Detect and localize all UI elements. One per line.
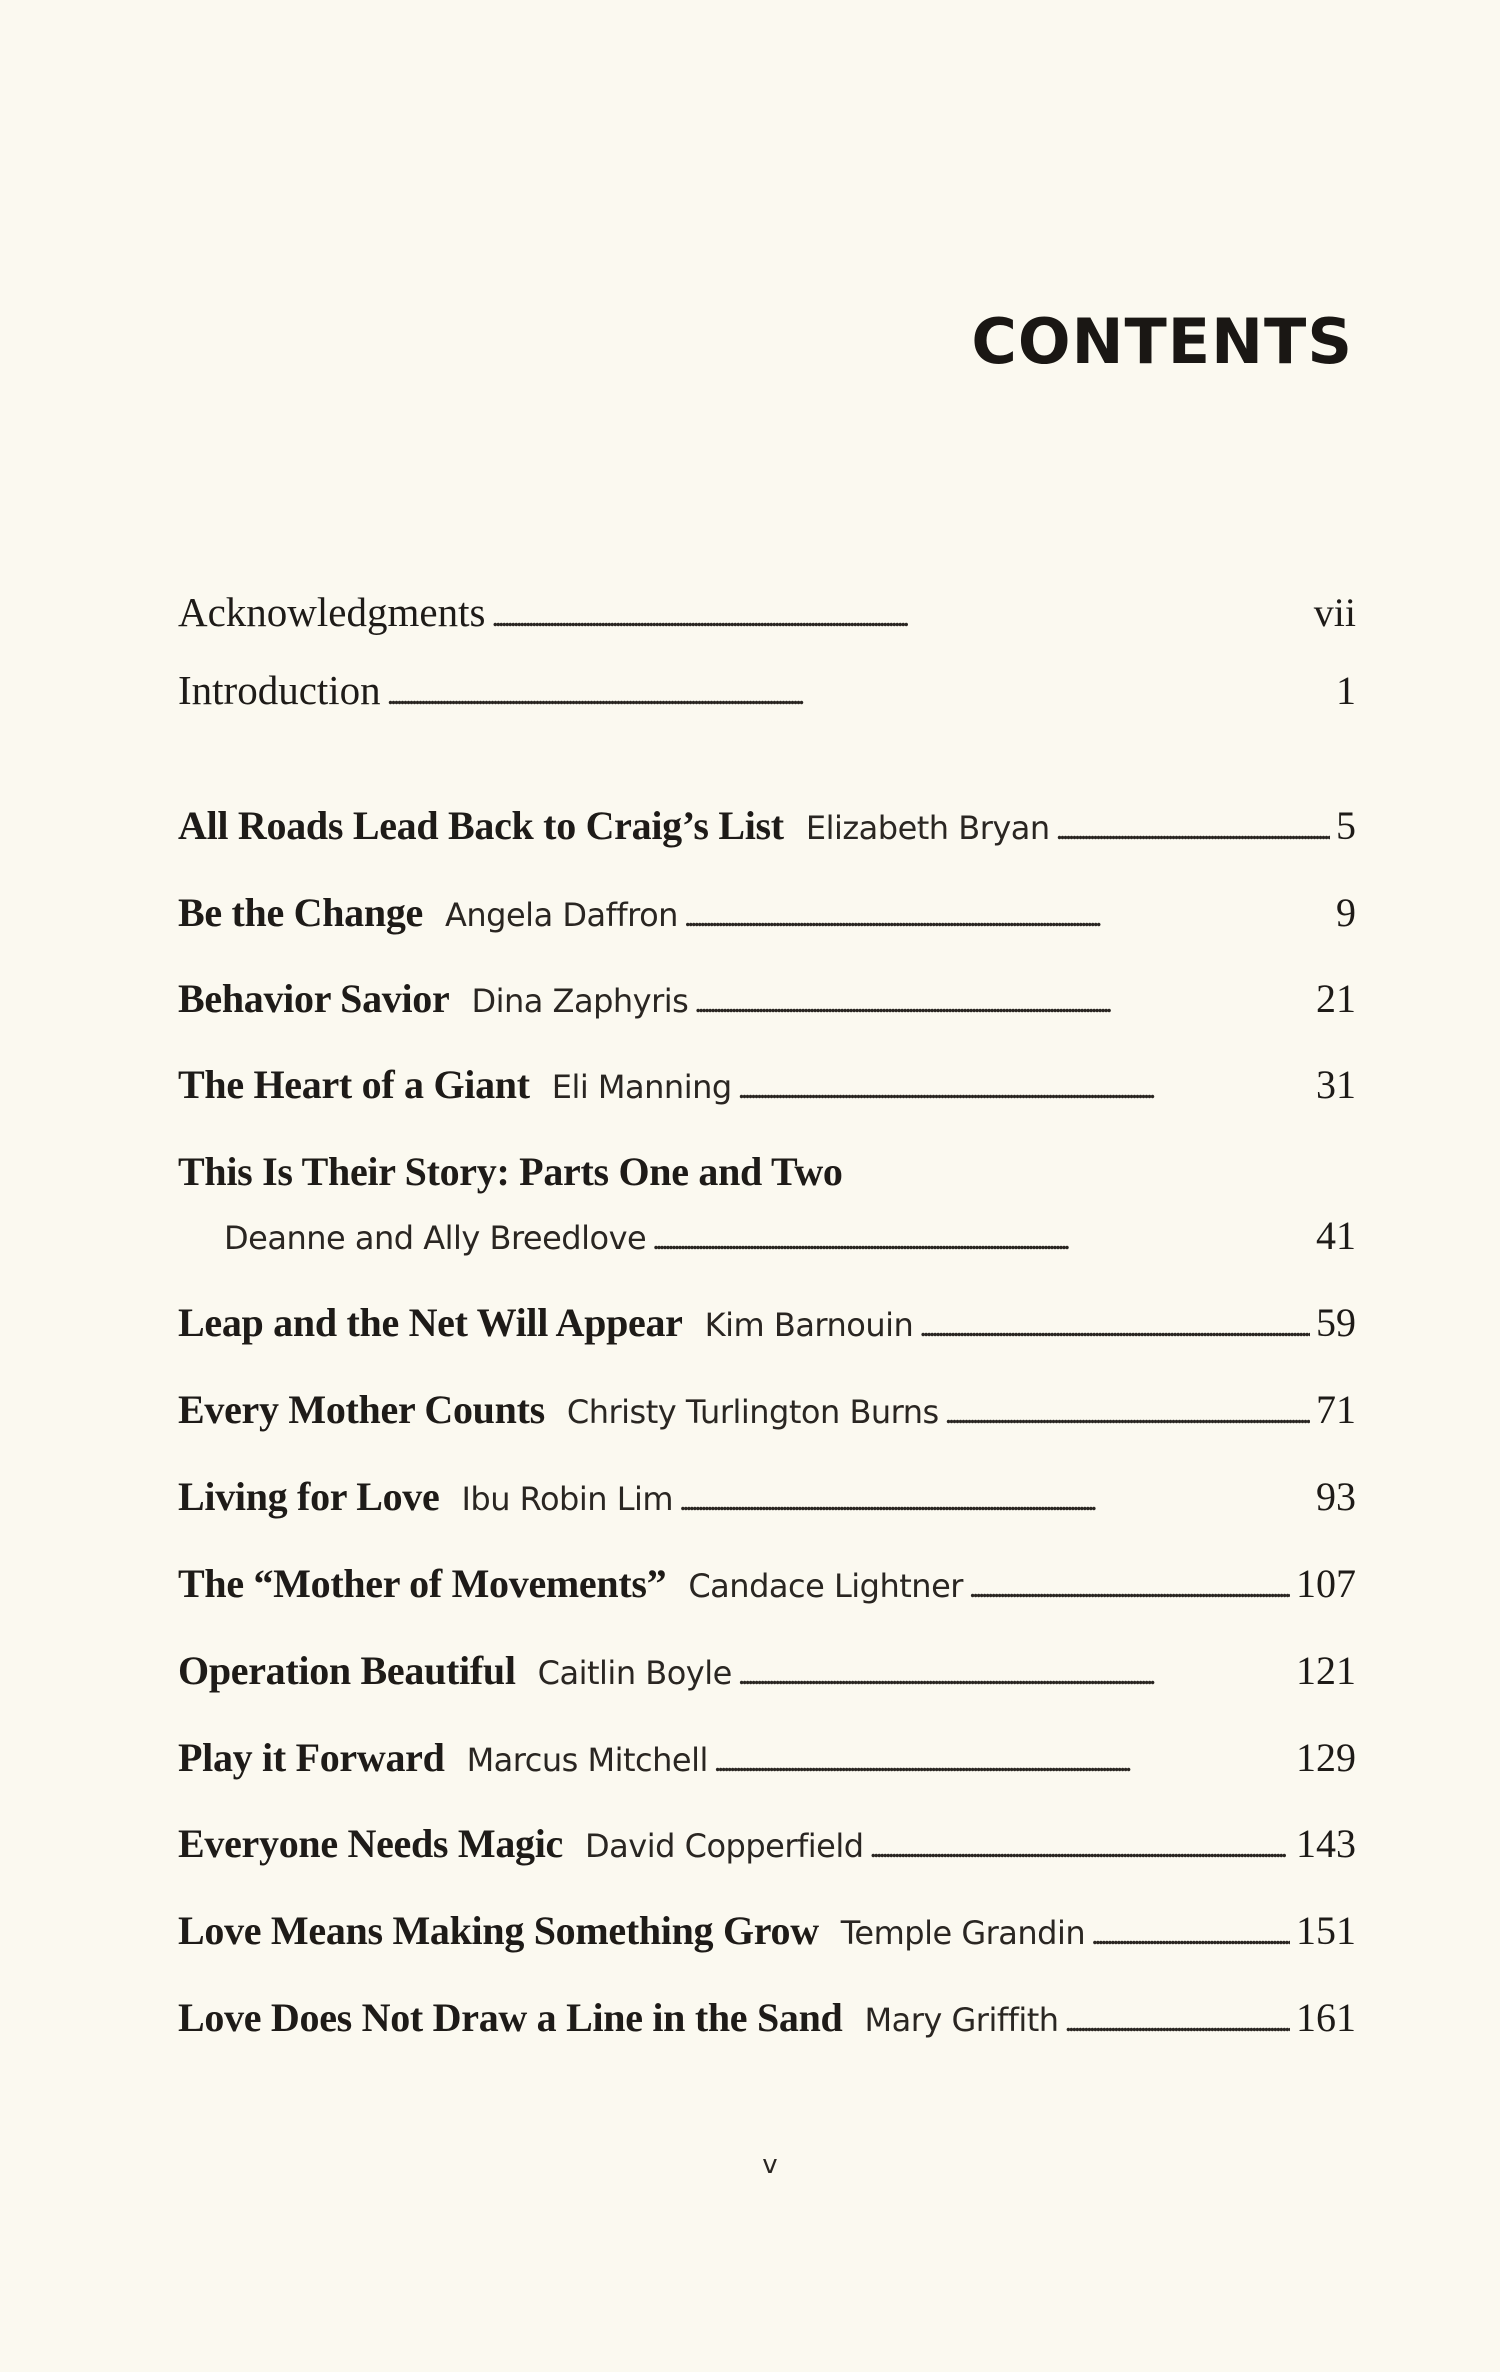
entry-page-number: 21 [1316,976,1356,1021]
page-title: CONTENTS [971,305,1353,378]
dot-leader [684,900,1330,934]
toc-entry [178,1299,1356,1346]
entry-page-number: 151 [1296,1908,1356,1953]
chapter-author: Dina Zaphyris [471,982,689,1020]
chapter-title: Every Mother Counts [178,1387,545,1432]
chapter-author: Kim Barnouin [704,1306,914,1344]
entry-page-number: 41 [1316,1213,1356,1258]
chapter-title: Living for Love [178,1474,440,1519]
toc-entry-author-line [178,1212,1356,1259]
chapter-title: Love Means Making Something Grow [178,1908,819,1953]
dot-leader [491,600,1307,634]
dot-leader [1056,813,1330,847]
entry-page-number: 5 [1336,803,1356,848]
toc-entry-title-line [178,1148,1356,1195]
toc-entry-acknowledgments [178,588,1356,636]
chapter-author: Temple Grandin [840,1914,1086,1952]
chapter-author: Christy Turlington Burns [566,1393,939,1431]
toc-entry [178,1820,1356,1867]
entry-page-number: 107 [1296,1561,1356,1606]
entry-page-number: 121 [1296,1648,1356,1693]
dot-leader [714,1745,1290,1779]
entry-page-number: 9 [1336,890,1356,935]
entry-page-number: 93 [1316,1474,1356,1519]
chapter-title: The “Mother of Movements” [178,1561,667,1606]
chapter-title: Love Does Not Draw a Line in the Sand [178,1995,843,2040]
toc-entry [178,1647,1356,1694]
entry-page-number: 59 [1316,1300,1356,1345]
chapter-author: Caitlin Boyle [537,1654,732,1692]
entry-page-number: 31 [1316,1062,1356,1107]
dot-leader [945,1397,1310,1431]
toc-entry [178,802,1356,849]
entry-title: Introduction [178,667,381,713]
entry-page-number: 161 [1296,1995,1356,2040]
chapter-title: Leap and the Net Will Appear [178,1300,683,1345]
chapter-title: This Is Their Story: Parts One and Two [178,1149,843,1194]
entry-page-number: 1 [1336,668,1356,713]
chapter-author: David Copperfield [585,1827,864,1865]
dot-leader [387,678,1330,712]
dot-leader [870,1831,1290,1865]
chapter-title: Be the Change [178,890,423,935]
chapter-title: Operation Beautiful [178,1648,516,1693]
dot-leader [969,1571,1290,1605]
dot-leader [738,1658,1290,1692]
chapter-author: Mary Griffith [864,2001,1059,2039]
dot-leader [694,986,1310,1020]
entry-title: Acknowledgments [178,589,486,635]
chapter-title: Everyone Needs Magic [178,1821,564,1866]
entry-page-number: vii [1313,590,1356,635]
toc-entry [178,1907,1356,1954]
toc-entry [178,889,1356,936]
toc-entry [178,1386,1356,1433]
toc-entry-introduction [178,666,1356,714]
dot-leader [679,1484,1310,1518]
dot-leader [1065,2005,1290,2039]
chapter-title: The Heart of a Giant [178,1062,530,1107]
toc-entry [178,1560,1356,1607]
toc-entry [178,1734,1356,1781]
entry-page-number: 129 [1296,1735,1356,1780]
dot-leader [652,1223,1310,1257]
chapter-author: Deanne and Ally Breedlove [224,1219,647,1257]
dot-leader [919,1310,1310,1344]
dot-leader [1091,1918,1290,1952]
chapter-author: Elizabeth Bryan [805,809,1050,847]
chapter-author: Candace Lightner [688,1567,963,1605]
chapter-author: Angela Daffron [445,896,678,934]
dot-leader [738,1072,1310,1106]
toc-entry [178,975,1356,1022]
toc-entry [178,1061,1356,1108]
entry-page-number: 71 [1316,1387,1356,1432]
chapter-title: Play it Forward [178,1735,445,1780]
folio-page-number: v [762,2150,778,2180]
toc-entry [178,1994,1356,2041]
entry-page-number: 143 [1296,1821,1356,1866]
chapter-author: Eli Manning [551,1068,732,1106]
chapter-title: Behavior Savior [178,976,450,1021]
chapter-title: All Roads Lead Back to Craig’s List [178,803,784,848]
chapter-author: Ibu Robin Lim [461,1480,674,1518]
chapter-author: Marcus Mitchell [466,1741,708,1779]
toc-entry [178,1473,1356,1520]
